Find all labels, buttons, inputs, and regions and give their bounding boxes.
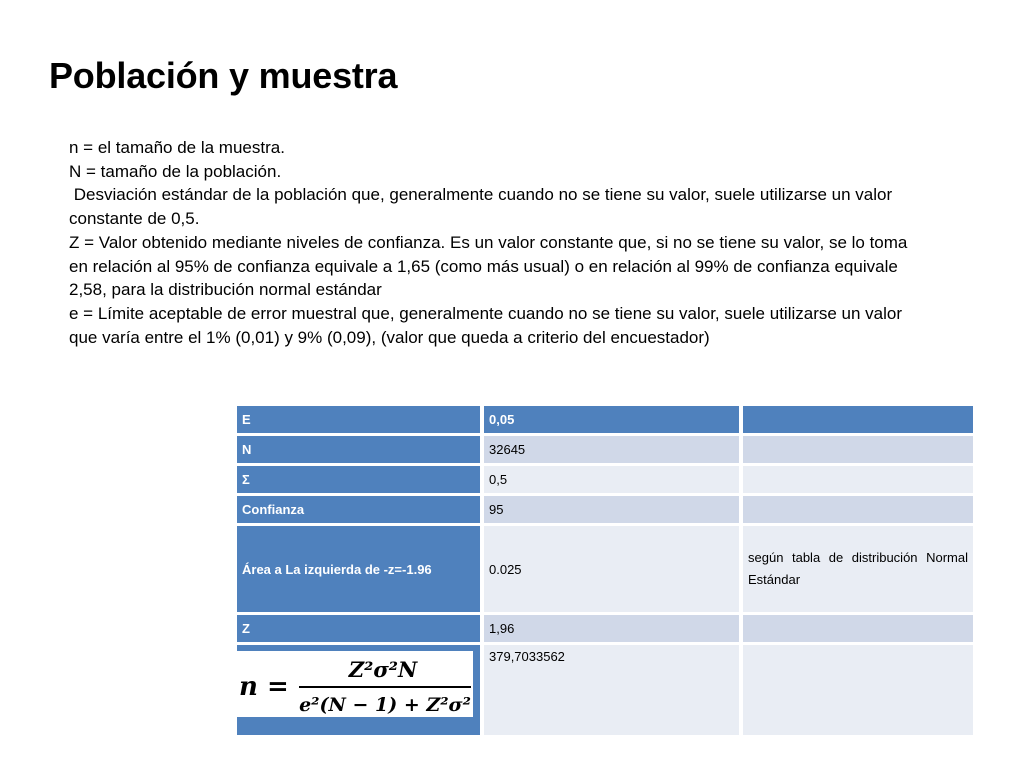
formula-lhs: n = <box>239 672 289 702</box>
formula-denominator: e²(N − 1) + Z²σ² <box>299 694 471 716</box>
parameters-table <box>233 403 977 738</box>
table-row <box>237 645 973 735</box>
row-value: 95 <box>484 496 739 523</box>
row-note <box>743 466 973 493</box>
slide-title: Población y muestra <box>49 55 398 96</box>
row-note: según tabla de distribución Normal Estándar <box>743 526 973 612</box>
definitions-text <box>69 136 929 349</box>
definition-sigma: Desviación estándar de la población que, generalmente cuando no se tiene su valor, suele utilizarse un valor constante de 0,5. <box>69 185 897 229</box>
row-value: 1,96 <box>484 615 739 642</box>
row-note <box>743 496 973 523</box>
row-note <box>743 615 973 642</box>
row-note <box>743 645 973 735</box>
row-note <box>743 406 973 433</box>
row-label: Área a La izquierda de -z=-1.96 <box>237 526 480 612</box>
row-label: Z <box>237 615 480 642</box>
table-row <box>237 466 973 493</box>
table-row <box>237 496 973 523</box>
definition-z: Z = Valor obtenido mediante niveles de confianza. Es un valor constante que, si no se tiene su valor, se lo toma en relación al 95% de confianza equivale a 1,65 (como más usual) o en relación al 99% de confianza equivale 2,58, para la distribución normal estándar <box>69 232 908 300</box>
formula-cell <box>237 645 480 735</box>
row-value: 0.025 <box>484 526 739 612</box>
row-label: Σ <box>237 466 480 493</box>
row-label: Confianza <box>237 496 480 523</box>
row-label: E <box>237 406 480 433</box>
formula-numerator: Z²σ²N <box>348 657 418 682</box>
sample-size-result: 379,7033562 <box>484 645 739 735</box>
table-row <box>237 526 973 612</box>
row-value: 0,5 <box>484 466 739 493</box>
definition-n: n = el tamaño de la muestra. <box>69 138 285 157</box>
definition-e: e = Límite aceptable de error muestral que, generalmente cuando no se tiene su valor, suele utilizarse un valor que varía entre el 1% (0,01) y 9% (0,09), (valor que queda a criterio del encuestador) <box>69 303 903 347</box>
row-value: 32645 <box>484 436 739 463</box>
row-note <box>743 436 973 463</box>
row-label: N <box>237 436 480 463</box>
row-value: 0,05 <box>484 406 739 433</box>
table-row <box>237 615 973 642</box>
table-row <box>237 406 973 433</box>
definition-N: N = tamaño de la población. <box>69 161 282 181</box>
table-row <box>237 436 973 463</box>
sample-size-formula <box>237 651 473 717</box>
